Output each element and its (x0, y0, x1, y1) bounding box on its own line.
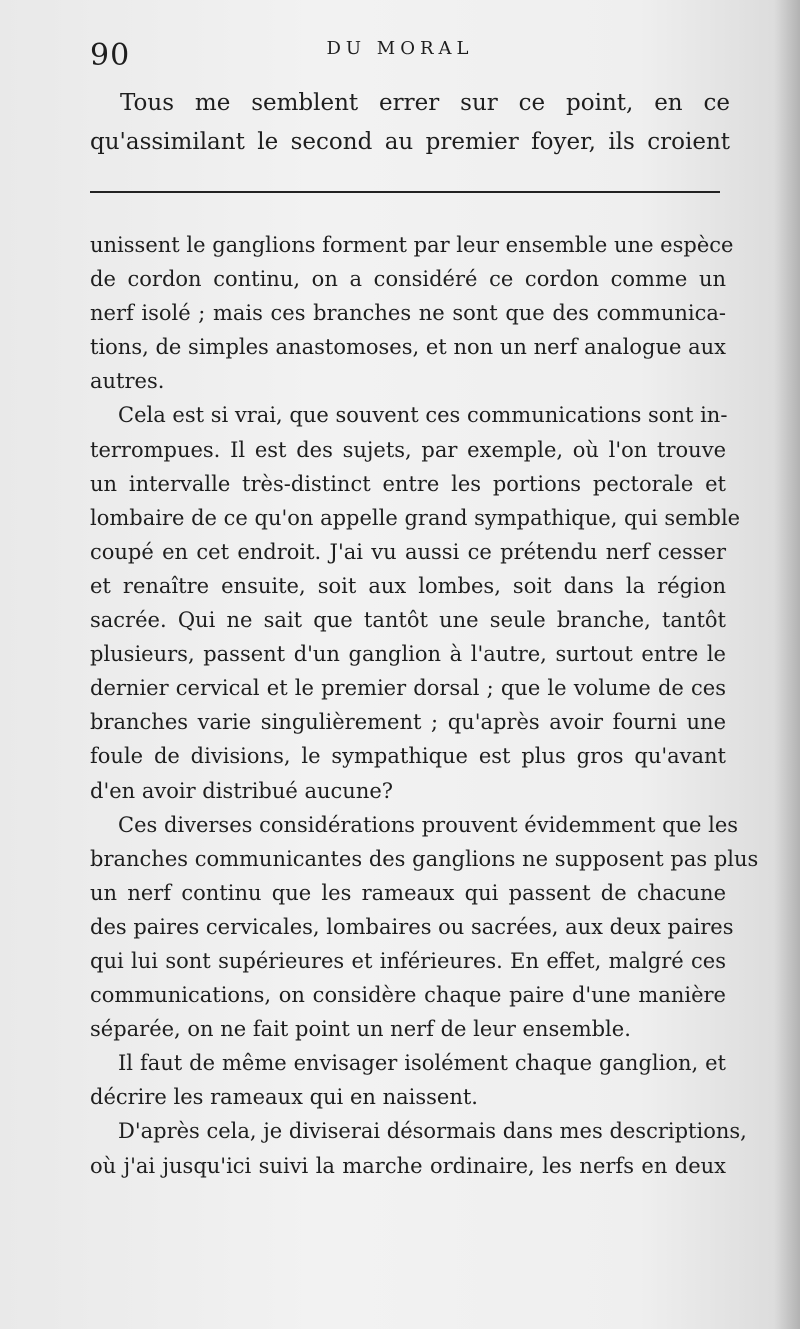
text-line: coupé en cet endroit. J'ai vu aussi ce prétendu nerf cesser (90, 539, 726, 564)
text-line: D'après cela, je diviserai désormais dans mes descriptions, (118, 1119, 747, 1144)
body-text (90, 228, 759, 1183)
text-line: plusieurs, passent d'un ganglion à l'autre, surtout entre le (90, 642, 726, 667)
text-line: branches varie singulièrement ; qu'après avoir fourni une (90, 710, 726, 735)
text-line: tions, de simples anastomoses, et non un nerf analogue aux (90, 335, 726, 360)
page-number: 90 (90, 38, 131, 73)
top-text (90, 84, 730, 162)
text-line: où j'ai jusqu'ici suivi la marche ordinaire, les nerfs en deux (90, 1153, 726, 1178)
text-line: terrompues. Il est des sujets, par exemple, où l'on trouve (90, 437, 726, 462)
text-line: Ces diverses considérations prouvent évidemment que les (118, 812, 739, 837)
text-line: des paires cervicales, lombaires ou sacrées, aux deux paires (90, 914, 734, 939)
text-line: nerf isolé ; mais ces branches ne sont que des communica- (90, 301, 726, 326)
running-head: DU MORAL (326, 38, 474, 59)
text-line: Cela est si vrai, que souvent ces communications sont in- (118, 403, 728, 428)
text-line: et renaître ensuite, soit aux lombes, soit dans la région (90, 573, 726, 598)
text-line: Il faut de même envisager isolément chaque ganglion, et (118, 1051, 726, 1076)
text-line: d'en avoir distribué aucune? (90, 778, 394, 803)
text-line: décrire les rameaux qui en naissent. (90, 1085, 478, 1110)
text-line: foule de divisions, le sympathique est plus gros qu'avant (90, 744, 726, 769)
text-line: un intervalle très-distinct entre les portions pectorale et (90, 471, 726, 496)
text-line: un nerf continu que les rameaux qui passent de chacune (90, 880, 726, 905)
text-line: unissent le ganglions forment par leur ensemble une espèce (90, 233, 734, 257)
text-line: qu'assimilant le second au premier foyer, ils croient (90, 129, 730, 155)
text-line: dernier cervical et le premier dorsal ; que le volume de ces (90, 676, 726, 701)
text-line: branches communicantes des ganglions ne supposent pas plus (90, 846, 759, 871)
text-line: communications, on considère chaque paire d'une manière (90, 983, 726, 1008)
text-line: lombaire de ce qu'on appelle grand sympathique, qui semble (90, 505, 741, 530)
text-line: de cordon continu, on a considéré ce cordon comme un (90, 267, 726, 292)
separator-rule (90, 191, 720, 193)
text-line: sacrée. Qui ne sait que tantôt une seule branche, tantôt (90, 608, 726, 633)
page-edge-shadow (774, 0, 800, 1329)
text-line: qui lui sont supérieures et inférieures. En effet, malgré ces (90, 948, 726, 973)
text-line: Tous me semblent errer sur ce point, en ce (120, 90, 730, 116)
text-line: séparée, on ne fait point un nerf de leur ensemble. (90, 1017, 631, 1042)
text-line: autres. (90, 369, 165, 394)
